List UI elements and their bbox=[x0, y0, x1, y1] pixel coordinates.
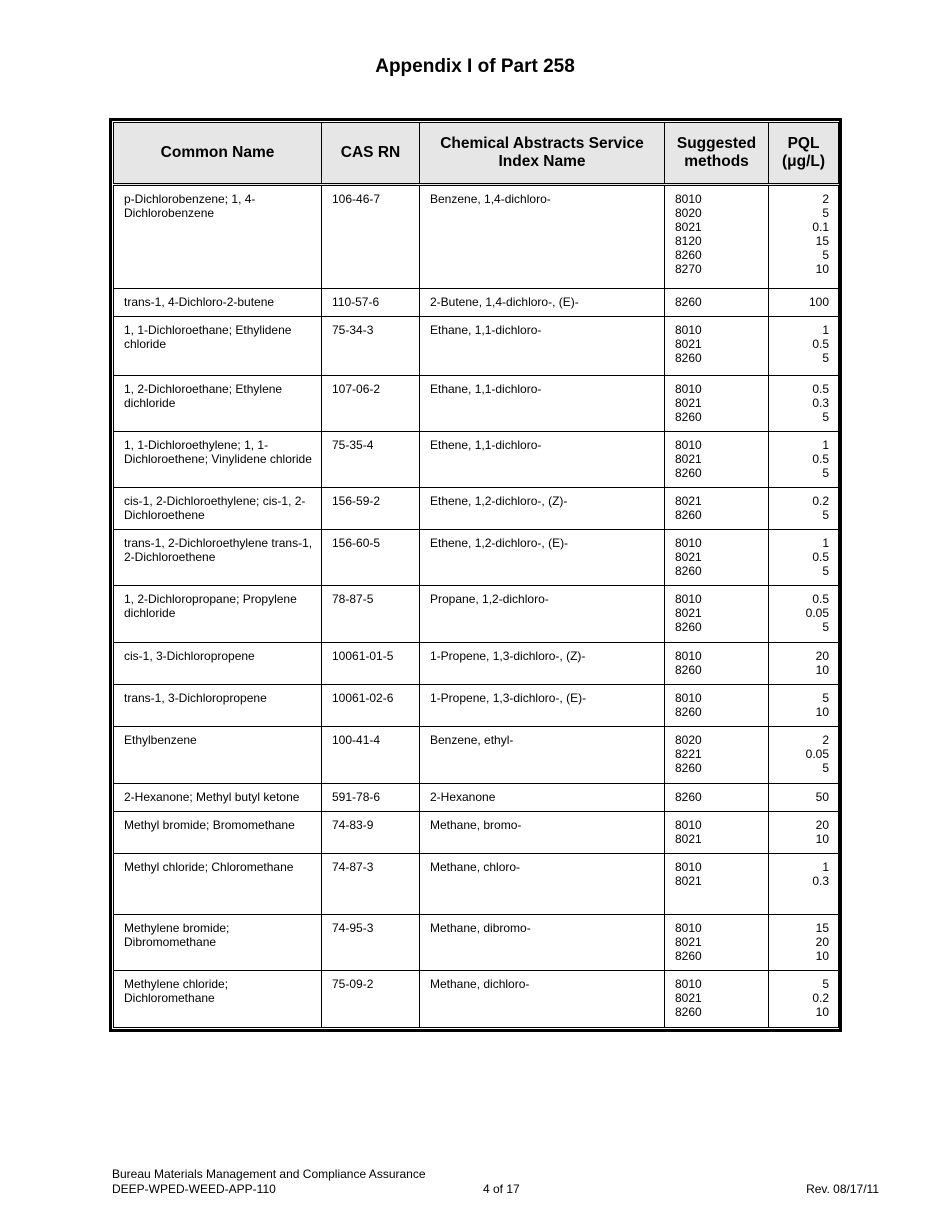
cell-cas-rn: 74-87-3 bbox=[322, 854, 420, 915]
cell-methods bbox=[665, 488, 769, 530]
cell-pql bbox=[769, 854, 839, 915]
cell-cas-rn: 156-60-5 bbox=[322, 530, 420, 586]
cell-index-name: Ethene, 1,2-dichloro-, (Z)- bbox=[420, 488, 665, 530]
cell-methods bbox=[665, 185, 769, 289]
cell-index-name: 1-Propene, 1,3-dichloro-, (E)- bbox=[420, 685, 665, 727]
method-code: 8021 bbox=[675, 874, 702, 888]
method-code: 8260 bbox=[675, 949, 702, 963]
cell-methods bbox=[665, 971, 769, 1028]
cell-common-name: Methyl chloride; Chloromethane bbox=[114, 854, 322, 915]
pql-value: 0.3 bbox=[812, 396, 829, 410]
cell-methods bbox=[665, 530, 769, 586]
header-pql-line2: (μg/L) bbox=[781, 153, 826, 170]
footer-doc-id: DEEP-WPED-WEED-APP-110 bbox=[112, 1182, 276, 1196]
pql-value: 0.1 bbox=[812, 220, 829, 234]
cell-index-name: Methane, chloro- bbox=[420, 854, 665, 915]
cell-methods bbox=[665, 643, 769, 685]
method-code: 8260 bbox=[675, 564, 702, 578]
pql-value: 0.5 bbox=[812, 382, 829, 396]
cell-index-name: 1-Propene, 1,3-dichloro-, (Z)- bbox=[420, 643, 665, 685]
method-code: 8020 bbox=[675, 206, 702, 220]
cell-common-name: cis-1, 3-Dichloropropene bbox=[114, 643, 322, 685]
cell-methods bbox=[665, 685, 769, 727]
pql-value: 5 bbox=[822, 410, 829, 424]
cell-index-name: Methane, bromo- bbox=[420, 812, 665, 854]
method-code: 8021 bbox=[675, 606, 702, 620]
method-code: 8010 bbox=[675, 323, 702, 337]
pql-value: 10 bbox=[815, 663, 829, 677]
cell-cas-rn: 75-34-3 bbox=[322, 317, 420, 376]
cell-index-name: Methane, dichloro- bbox=[420, 971, 665, 1028]
cell-methods bbox=[665, 812, 769, 854]
method-code: 8021 bbox=[675, 220, 702, 234]
cell-pql bbox=[769, 488, 839, 530]
table-row bbox=[114, 915, 839, 971]
pql-value: 5 bbox=[822, 761, 829, 775]
table-row bbox=[114, 317, 839, 376]
method-code: 8021 bbox=[675, 452, 702, 466]
pql-value: 0.05 bbox=[805, 606, 829, 620]
cell-common-name: cis-1, 2-Dichloroethylene; cis-1, 2-Dichloroethene bbox=[114, 488, 322, 530]
method-code: 8260 bbox=[675, 663, 702, 677]
cell-index-name: Ethene, 1,2-dichloro-, (E)- bbox=[420, 530, 665, 586]
method-code: 8260 bbox=[675, 620, 702, 634]
method-code: 8021 bbox=[675, 550, 702, 564]
cell-common-name: Methyl bromide; Bromomethane bbox=[114, 812, 322, 854]
method-code: 8021 bbox=[675, 935, 702, 949]
header-index-name bbox=[420, 123, 665, 185]
cell-index-name: 2-Butene, 1,4-dichloro-, (E)- bbox=[420, 289, 665, 317]
table-row bbox=[114, 685, 839, 727]
pql-value: 0.5 bbox=[812, 452, 829, 466]
pql-value: 50 bbox=[815, 790, 829, 804]
cell-cas-rn: 110-57-6 bbox=[322, 289, 420, 317]
table-row bbox=[114, 432, 839, 488]
cell-cas-rn: 74-95-3 bbox=[322, 915, 420, 971]
pql-value: 15 bbox=[815, 921, 829, 935]
pql-value: 2 bbox=[822, 192, 829, 206]
cell-cas-rn: 78-87-5 bbox=[322, 586, 420, 643]
pql-value: 0.5 bbox=[812, 592, 829, 606]
method-code: 8260 bbox=[675, 705, 702, 719]
cell-common-name: trans-1, 4-Dichloro-2-butene bbox=[114, 289, 322, 317]
table-row bbox=[114, 586, 839, 643]
table-header-row bbox=[114, 123, 839, 185]
cell-common-name: p-Dichlorobenzene; 1, 4-Dichlorobenzene bbox=[114, 185, 322, 289]
pql-value: 5 bbox=[822, 206, 829, 220]
table-row bbox=[114, 812, 839, 854]
pql-value: 10 bbox=[815, 832, 829, 846]
cell-cas-rn: 100-41-4 bbox=[322, 727, 420, 784]
method-code: 8010 bbox=[675, 691, 702, 705]
cell-index-name: Benzene, ethyl- bbox=[420, 727, 665, 784]
cell-methods bbox=[665, 586, 769, 643]
method-code: 8021 bbox=[675, 832, 702, 846]
cell-index-name: 2-Hexanone bbox=[420, 784, 665, 812]
method-code: 8221 bbox=[675, 747, 702, 761]
pql-value: 10 bbox=[815, 705, 829, 719]
pql-value: 5 bbox=[822, 351, 829, 365]
header-index-name-line2: Index Name bbox=[498, 153, 586, 170]
cell-methods bbox=[665, 289, 769, 317]
pql-value: 5 bbox=[822, 564, 829, 578]
pql-value: 2 bbox=[822, 733, 829, 747]
pql-value: 0.2 bbox=[812, 494, 829, 508]
table-row bbox=[114, 488, 839, 530]
cell-pql bbox=[769, 185, 839, 289]
cell-common-name: 1, 2-Dichloroethane; Ethylene dichloride bbox=[114, 376, 322, 432]
cell-methods bbox=[665, 784, 769, 812]
method-code: 8010 bbox=[675, 438, 702, 452]
pql-value: 1 bbox=[822, 536, 829, 550]
method-code: 8260 bbox=[675, 351, 702, 365]
method-code: 8021 bbox=[675, 494, 702, 508]
table-row bbox=[114, 185, 839, 289]
cell-common-name: trans-1, 3-Dichloropropene bbox=[114, 685, 322, 727]
header-methods bbox=[665, 123, 769, 185]
cell-methods bbox=[665, 915, 769, 971]
table-row bbox=[114, 784, 839, 812]
table-row bbox=[114, 376, 839, 432]
cell-common-name: 2-Hexanone; Methyl butyl ketone bbox=[114, 784, 322, 812]
cell-cas-rn: 591-78-6 bbox=[322, 784, 420, 812]
header-pql-line1: PQL bbox=[787, 135, 820, 152]
table-row bbox=[114, 971, 839, 1028]
pql-value: 5 bbox=[822, 466, 829, 480]
cell-pql bbox=[769, 376, 839, 432]
cell-cas-rn: 10061-02-6 bbox=[322, 685, 420, 727]
method-code: 8021 bbox=[675, 337, 702, 351]
cell-pql bbox=[769, 971, 839, 1028]
cell-index-name: Benzene, 1,4-dichloro- bbox=[420, 185, 665, 289]
pql-value: 20 bbox=[815, 818, 829, 832]
pql-value: 1 bbox=[822, 438, 829, 452]
method-code: 8010 bbox=[675, 818, 702, 832]
method-code: 8270 bbox=[675, 262, 702, 276]
method-code: 8260 bbox=[675, 1005, 702, 1019]
cell-methods bbox=[665, 317, 769, 376]
pql-value: 100 bbox=[808, 295, 829, 309]
table-row bbox=[114, 530, 839, 586]
method-code: 8021 bbox=[675, 396, 702, 410]
cell-common-name: 1, 2-Dichloropropane; Propylene dichloride bbox=[114, 586, 322, 643]
pql-value: 0.5 bbox=[812, 550, 829, 564]
method-code: 8010 bbox=[675, 382, 702, 396]
pql-value: 5 bbox=[822, 508, 829, 522]
method-code: 8020 bbox=[675, 733, 702, 747]
cell-methods bbox=[665, 432, 769, 488]
header-methods-line1: Suggested bbox=[676, 135, 757, 152]
pql-value: 20 bbox=[815, 935, 829, 949]
cell-cas-rn: 74-83-9 bbox=[322, 812, 420, 854]
method-code: 8010 bbox=[675, 649, 702, 663]
cell-pql bbox=[769, 317, 839, 376]
header-methods-line2: methods bbox=[684, 153, 749, 170]
header-pql bbox=[769, 123, 839, 185]
pql-value: 0.2 bbox=[812, 991, 829, 1005]
cell-methods bbox=[665, 376, 769, 432]
cell-cas-rn: 75-35-4 bbox=[322, 432, 420, 488]
method-code: 8260 bbox=[675, 248, 702, 262]
pql-value: 20 bbox=[815, 649, 829, 663]
table-row bbox=[114, 727, 839, 784]
pql-value: 5 bbox=[822, 620, 829, 634]
pql-value: 1 bbox=[822, 860, 829, 874]
cell-index-name: Ethene, 1,1-dichloro- bbox=[420, 432, 665, 488]
method-code: 8010 bbox=[675, 192, 702, 206]
pql-value: 10 bbox=[815, 949, 829, 963]
cell-methods bbox=[665, 727, 769, 784]
cell-pql bbox=[769, 586, 839, 643]
header-common-name: Common Name bbox=[114, 123, 322, 185]
cell-common-name: 1, 1-Dichloroethylene; 1, 1-Dichloroethene; Vinylidene chloride bbox=[114, 432, 322, 488]
chemicals-table bbox=[113, 122, 839, 1028]
cell-pql bbox=[769, 812, 839, 854]
cell-pql bbox=[769, 784, 839, 812]
table-row bbox=[114, 289, 839, 317]
method-code: 8010 bbox=[675, 860, 702, 874]
cell-common-name: Ethylbenzene bbox=[114, 727, 322, 784]
pql-value: 0.5 bbox=[812, 337, 829, 351]
cell-pql bbox=[769, 289, 839, 317]
method-code: 8260 bbox=[675, 466, 702, 480]
method-code: 8010 bbox=[675, 977, 702, 991]
cell-cas-rn: 106-46-7 bbox=[322, 185, 420, 289]
cell-pql bbox=[769, 915, 839, 971]
footer-org: Bureau Materials Management and Compliance Assurance bbox=[112, 1167, 426, 1181]
method-code: 8260 bbox=[675, 410, 702, 424]
header-cas-rn: CAS RN bbox=[322, 123, 420, 185]
method-code: 8120 bbox=[675, 234, 702, 248]
pql-value: 5 bbox=[822, 248, 829, 262]
method-code: 8010 bbox=[675, 592, 702, 606]
method-code: 8010 bbox=[675, 536, 702, 550]
header-index-name-line1: Chemical Abstracts Service bbox=[440, 135, 644, 152]
pql-value: 1 bbox=[822, 323, 829, 337]
footer-revision: Rev. 08/17/11 bbox=[806, 1182, 879, 1196]
pql-value: 0.3 bbox=[812, 874, 829, 888]
cell-pql bbox=[769, 432, 839, 488]
cell-cas-rn: 156-59-2 bbox=[322, 488, 420, 530]
pql-value: 5 bbox=[822, 977, 829, 991]
method-code: 8021 bbox=[675, 991, 702, 1005]
pql-value: 15 bbox=[815, 234, 829, 248]
cell-methods bbox=[665, 854, 769, 915]
pql-value: 0.05 bbox=[805, 747, 829, 761]
cell-index-name: Propane, 1,2-dichloro- bbox=[420, 586, 665, 643]
cell-pql bbox=[769, 643, 839, 685]
cell-common-name: Methylene bromide; Dibromomethane bbox=[114, 915, 322, 971]
table-row bbox=[114, 854, 839, 915]
cell-common-name: Methylene chloride; Dichloromethane bbox=[114, 971, 322, 1028]
cell-index-name: Ethane, 1,1-dichloro- bbox=[420, 376, 665, 432]
table-row bbox=[114, 643, 839, 685]
page-title: Appendix I of Part 258 bbox=[375, 56, 575, 77]
cell-pql bbox=[769, 530, 839, 586]
pql-value: 10 bbox=[815, 262, 829, 276]
cell-common-name: trans-1, 2-Dichloroethylene trans-1, 2-Dichloroethene bbox=[114, 530, 322, 586]
pql-value: 10 bbox=[815, 1005, 829, 1019]
cell-index-name: Ethane, 1,1-dichloro- bbox=[420, 317, 665, 376]
method-code: 8010 bbox=[675, 921, 702, 935]
cell-cas-rn: 107-06-2 bbox=[322, 376, 420, 432]
footer-page-number: 4 of 17 bbox=[483, 1182, 520, 1196]
cell-pql bbox=[769, 685, 839, 727]
cell-index-name: Methane, dibromo- bbox=[420, 915, 665, 971]
cell-cas-rn: 75-09-2 bbox=[322, 971, 420, 1028]
method-code: 8260 bbox=[675, 761, 702, 775]
method-code: 8260 bbox=[675, 508, 702, 522]
cell-pql bbox=[769, 727, 839, 784]
method-code: 8260 bbox=[675, 790, 702, 804]
cell-cas-rn: 10061-01-5 bbox=[322, 643, 420, 685]
method-code: 8260 bbox=[675, 295, 702, 309]
cell-common-name: 1, 1-Dichloroethane; Ethylidene chloride bbox=[114, 317, 322, 376]
pql-value: 5 bbox=[822, 691, 829, 705]
